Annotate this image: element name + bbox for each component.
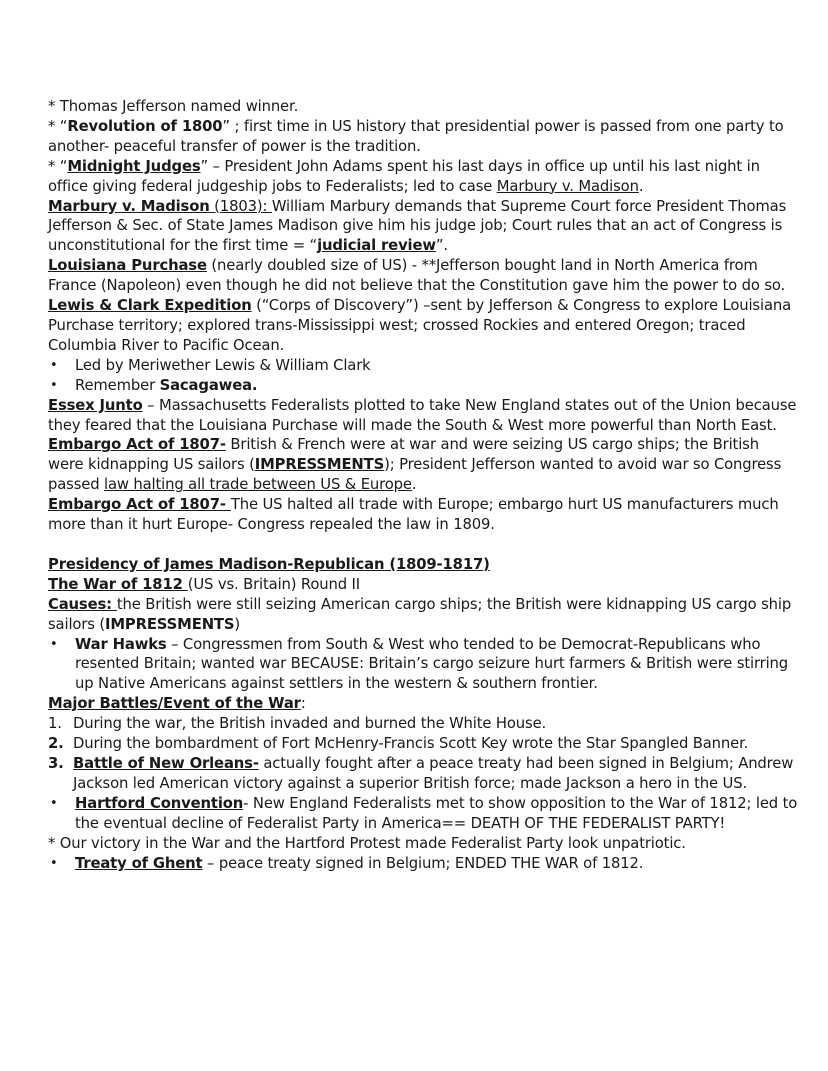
paragraph-midnight-judges: [48, 157, 798, 197]
bullet-marker: •: [50, 377, 58, 393]
paragraph-essex-junto: [48, 396, 798, 436]
text: Led by Meriwether Lewis & William Clark: [75, 356, 371, 374]
bullet-marker: •: [50, 795, 58, 811]
term-marbury-year: (1803):: [209, 197, 272, 215]
paragraph-lewis-clark: [48, 296, 798, 356]
term-midnight-judges: Midnight Judges: [67, 157, 201, 175]
numbered-item: [48, 754, 798, 794]
text: ”.: [435, 237, 448, 255]
underlined-phrase: law halting all trade between US & Europe: [104, 476, 412, 494]
paragraph-victory-note: [48, 834, 798, 854]
bullet-marker: •: [50, 357, 58, 373]
text: - New England Federalists met to show opposition to the War of 1812; led to the eventual decline of Federalist Party in America== DEATH OF THE FEDERALIST PARTY!: [75, 794, 798, 832]
term-revolution-1800: Revolution of 1800: [67, 117, 223, 135]
term-judicial-review: judicial review: [317, 237, 436, 255]
term-war-hawks: War Hawks: [75, 635, 167, 653]
term-impressments: IMPRESSMENTS: [104, 615, 235, 633]
paragraph-causes: [48, 595, 798, 635]
term-sacagawea: Sacagawea.: [159, 376, 258, 394]
text: :: [300, 695, 306, 713]
text: .: [638, 177, 644, 195]
section-heading-madison: [48, 555, 798, 575]
number-marker: 2.: [48, 735, 64, 753]
text: ” – President John Adams spent his last days in office up until his last night in office giving federal judgeship jobs to Federalists; led to case: [48, 157, 760, 195]
term-battle-new-orleans: Battle of New Orleans-: [73, 755, 259, 772]
text: the British were still seizing American cargo ships; the British were kidnapping US cargo ship sailors (: [48, 595, 792, 633]
text: actually fought after a peace treaty had been signed in Belgium; Andrew Jackson led American victory against a superior British force; made Jackson a hero in the US.: [73, 755, 794, 792]
numbered-item: [48, 734, 798, 754]
text: British & French were at war and were seizing US cargo ships; the British were kidnapping US sailors (: [48, 436, 759, 474]
paragraph-embargo-act-2: [48, 495, 798, 535]
paragraph-marbury: [48, 197, 798, 257]
term-major-battles: Major Battles/Event of the War: [48, 695, 301, 713]
text: * Thomas Jefferson named winner.: [48, 98, 299, 115]
bullet-item: [48, 376, 798, 396]
bullet-item: [48, 635, 798, 695]
spacer: [48, 535, 798, 555]
bullet-marker: •: [50, 855, 58, 871]
term-lewis-clark: Lewis & Clark Expedition: [48, 297, 252, 315]
heading-war-of-1812: [48, 575, 798, 595]
text: (nearly doubled size of US) - **Jefferson bought land in North America from France (Napoleon) even though he did not believe that the Constitution gave him the power to do so.: [48, 257, 786, 295]
paragraph-jefferson-winner: [48, 97, 798, 117]
underlined-case-name: Marbury v. Madison: [496, 177, 639, 195]
term-impressments: IMPRESSMENTS: [254, 456, 385, 474]
text: Remember: [75, 376, 160, 394]
text: (“Corps of Discovery”) –sent by Jefferson & Congress to explore Louisiana Purchase territory; explored trans-Mississippi west; crossed Rockies and entered Oregon; traced Columbia River to Pacific Ocean.: [48, 297, 792, 354]
text: William Marbury demands that Supreme Court force President Thomas Jefferson & Sec. of State James Madison give him his judge job; Court rules that an act of Congress is unconstitutional for the first time = “: [48, 197, 787, 255]
bullet-item: [48, 356, 798, 376]
term-treaty-of-ghent: Treaty of Ghent: [75, 854, 203, 872]
text: ” ; first time in US history that presidential power is passed from one party to another- peaceful transfer of power is the tradition.: [48, 117, 784, 155]
text: ): [234, 615, 241, 633]
heading-text: Presidency of James Madison-Republican (1809-1817): [48, 555, 490, 573]
term-marbury: Marbury v. Madison: [48, 197, 210, 215]
text: .: [411, 476, 417, 494]
term-embargo-act: Embargo Act of 1807-: [48, 496, 231, 514]
text: The US halted all trade with Europe; embargo hurt US manufacturers much more than it hurt Europe- Congress repealed the law in 1809.: [48, 496, 779, 534]
bullet-item: [48, 854, 798, 874]
numbered-item: [48, 714, 798, 734]
paragraph-revolution-1800: [48, 117, 798, 157]
number-marker: 3.: [48, 755, 64, 772]
term-hartford-convention: Hartford Convention: [75, 794, 244, 812]
term-louisiana-purchase: Louisiana Purchase: [48, 257, 207, 275]
text: – Congressmen from South & West who tended to be Democrat-Republicans who resented Britain; wanted war BECAUSE: Britain’s cargo seizure hurt farmers & British were stirring up Native Americans against settlers in the western & southern frontier.: [75, 635, 789, 693]
text: – Massachusetts Federalists plotted to take New England states out of the Union because they feared that the Louisiana Purchase will made the South & West more powerful than North East.: [48, 396, 797, 434]
text: – peace treaty signed in Belgium; ENDED THE WAR of 1812.: [202, 854, 644, 872]
text: * Our victory in the War and the Hartford Protest made Federalist Party look unpatriotic.: [48, 834, 686, 852]
text: ); President Jefferson wanted to avoid war so Congress passed: [48, 456, 782, 494]
text: During the war, the British invaded and burned the White House.: [73, 715, 547, 733]
term-essex-junto: Essex Junto: [48, 396, 143, 414]
text: (US vs. Britain) Round II: [187, 575, 360, 593]
bullet-item: [48, 794, 798, 834]
text: * “: [48, 157, 68, 175]
paragraph-embargo-act-1: [48, 435, 798, 495]
paragraph-louisiana-purchase: [48, 256, 798, 296]
text: During the bombardment of Fort McHenry-Francis Scott Key wrote the Star Spangled Banner.: [73, 735, 749, 753]
text: * “: [48, 117, 68, 135]
term-war-of-1812: The War of 1812: [48, 575, 188, 593]
bullet-marker: •: [50, 636, 58, 652]
heading-major-battles: [48, 694, 798, 714]
term-embargo-act: Embargo Act of 1807-: [48, 436, 226, 454]
term-causes: Causes:: [48, 595, 117, 613]
number-marker: 1.: [48, 715, 62, 733]
